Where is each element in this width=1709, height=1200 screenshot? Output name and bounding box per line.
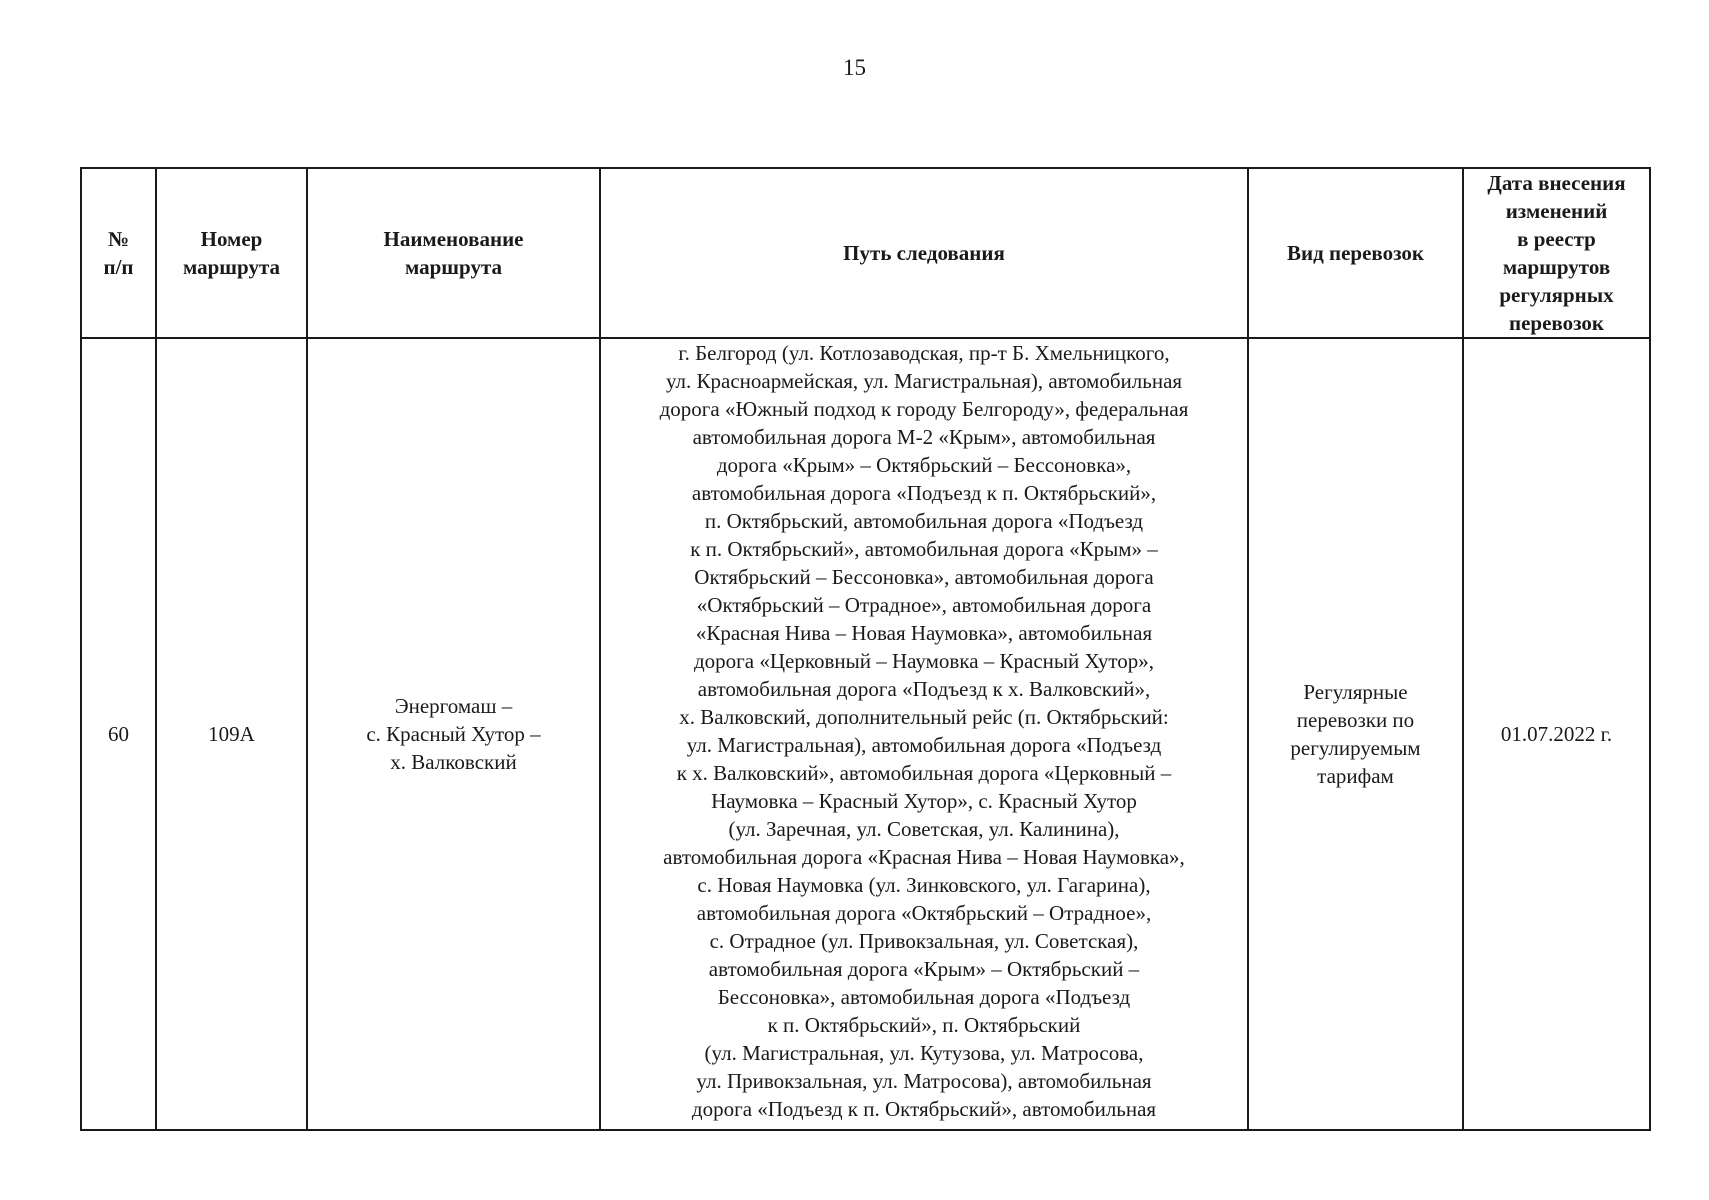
header-route-name: Наименование маршрута xyxy=(307,168,600,338)
route-path-line: автомобильная дорога «Красная Нива – Новая Наумовка», xyxy=(663,845,1185,869)
header-index: № п/п xyxy=(81,168,156,338)
route-path-line: (ул. Магистральная, ул. Кутузова, ул. Матросова, xyxy=(704,1041,1144,1065)
header-change-date: Дата внесения изменений в реестр маршрутов регулярных перевозок xyxy=(1463,168,1650,338)
route-path-line: автомобильная дорога «Октябрьский – Отрадное», xyxy=(696,901,1152,925)
page-number: 15 xyxy=(843,55,866,80)
route-path-line: «Красная Нива – Новая Наумовка», автомобильная xyxy=(695,621,1153,645)
route-path-line: Бессоновка», автомобильная дорога «Подъезд xyxy=(717,985,1131,1009)
route-path-line: автомобильная дорога «Крым» – Октябрьский – xyxy=(708,957,1140,981)
route-path-line: с. Новая Наумовка (ул. Зинковского, ул. Гагарина), xyxy=(697,873,1151,897)
header-transport-type: Вид перевозок xyxy=(1248,168,1463,338)
routes-registry-table xyxy=(80,167,1651,1131)
cell-route-number: 109А xyxy=(156,338,307,1130)
route-path-line: Наумовка – Красный Хутор», с. Красный Хутор xyxy=(711,789,1137,813)
route-path-line: х. Валковский, дополнительный рейс (п. Октябрьский: xyxy=(679,705,1169,729)
cell-index: 60 xyxy=(81,338,156,1130)
route-path-line: автомобильная дорога «Подъезд к х. Валковский», xyxy=(697,677,1151,701)
route-path-line: ул. Магистральная), автомобильная дорога «Подъезд xyxy=(686,733,1162,757)
header-route-number: Номер маршрута xyxy=(156,168,307,338)
route-path-line: дорога «Крым» – Октябрьский – Бессоновка», xyxy=(716,453,1132,477)
route-path-line: (ул. Заречная, ул. Советская, ул. Калинина), xyxy=(728,817,1120,841)
route-path-line: дорога «Церковный – Наумовка – Красный Хутор», xyxy=(693,649,1154,673)
route-path-line: ул. Красноармейская, ул. Магистральная), автомобильная xyxy=(665,369,1183,393)
table-row xyxy=(81,338,1650,1130)
route-path-line: дорога «Южный подход к городу Белгороду», федеральная xyxy=(659,397,1189,421)
route-path-line: п. Октябрьский, автомобильная дорога «Подъезд xyxy=(704,509,1144,533)
route-path-line: «Октябрьский – Отрадное», автомобильная дорога xyxy=(696,593,1152,617)
table-header-row xyxy=(81,168,1650,338)
route-path-line: автомобильная дорога М-2 «Крым», автомобильная xyxy=(692,425,1156,449)
route-path-line: ул. Привокзальная, ул. Матросова), автомобильная xyxy=(696,1069,1152,1093)
route-path-line: к п. Октябрьский», п. Октябрьский xyxy=(767,1013,1081,1037)
route-path-line: Октябрьский – Бессоновка», автомобильная дорога xyxy=(694,565,1154,589)
cell-change-date: 01.07.2022 г. xyxy=(1463,338,1650,1130)
route-path-line: к п. Октябрьский», автомобильная дорога «Крым» – xyxy=(690,537,1158,561)
route-path-line: г. Белгород (ул. Котлозаводская, пр-т Б. Хмельницкого, xyxy=(678,341,1170,365)
route-path-line: с. Отрадное (ул. Привокзальная, ул. Советская), xyxy=(709,929,1139,953)
cell-route-path xyxy=(600,338,1248,1130)
header-route-path: Путь следования xyxy=(600,168,1248,338)
route-path-line: дорога «Подъезд к п. Октябрьский», автомобильная xyxy=(691,1097,1157,1121)
cell-route-name: Энергомаш – с. Красный Хутор – х. Валковский xyxy=(307,338,600,1130)
route-path-line: к х. Валковский», автомобильная дорога «Церковный – xyxy=(676,761,1172,785)
cell-transport-type: Регулярные перевозки по регулируемым тарифам xyxy=(1248,338,1463,1130)
route-path-line: автомобильная дорога «Подъезд к п. Октябрьский», xyxy=(691,481,1157,505)
